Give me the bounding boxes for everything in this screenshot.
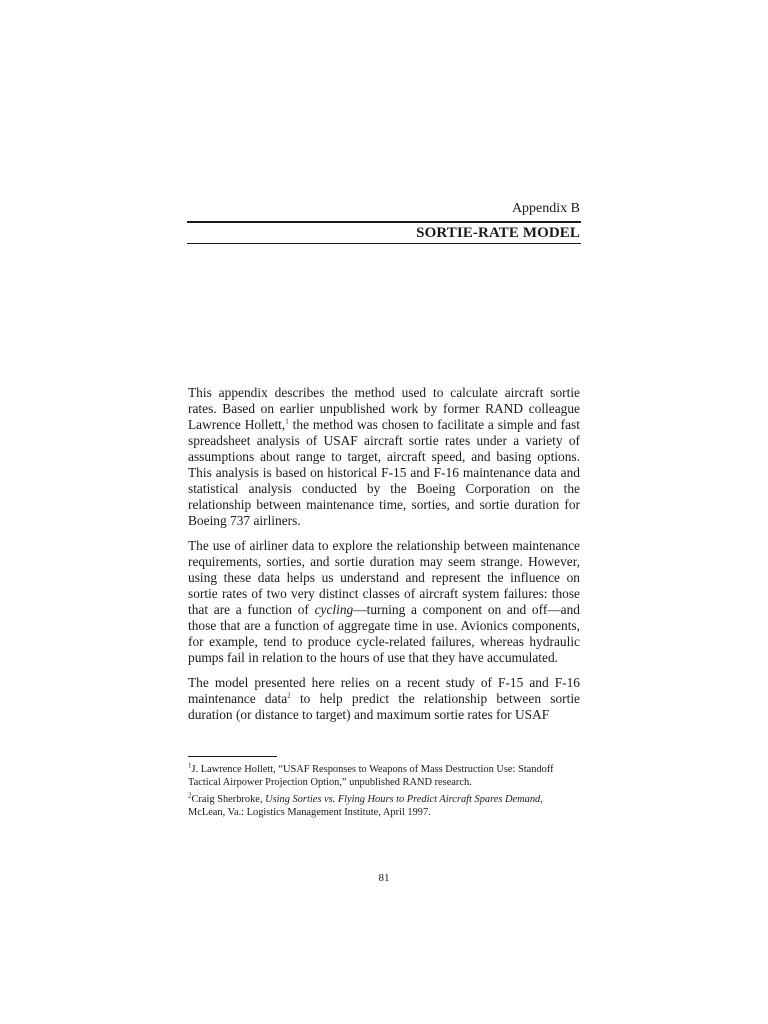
paragraph-2-text-a: The use of airliner data to explore the relationship between maintenance requirements, sorties, and sortie duration may seem strange. However, using these data helps us understand and represent the influence on sortie rates of two very distinct classes of aircraft system failures: those that are a function of bbox=[188, 538, 580, 617]
footnote-ref-2: 2 bbox=[287, 691, 291, 700]
footnote-1-text: J. Lawrence Hollett, “USAF Responses to Weapons of Mass Destruction Use: Standoff Tactical Airpower Projection Option,” unpublished RAND research. bbox=[188, 764, 554, 788]
footnote-1 bbox=[188, 763, 582, 789]
appendix-label: Appendix B bbox=[511, 201, 580, 216]
paragraph-1-text-b: the method was chosen to facilitate a simple and fast spreadsheet analysis of USAF aircraft sortie rates under a variety of assumptions about range to target, aircraft speed, and basing options. This analysis is based on historical F-15 and F-16 maintenance data and statistical analysis conducted by the Boeing Corporation on the relationship between maintenance time, sorties, and sortie duration for Boeing 737 airliners. bbox=[188, 417, 580, 528]
paragraph-3-text-a: The model presented here relies on a recent study of F-15 and F-16 maintenance data bbox=[188, 675, 580, 706]
footnote-1-number: 1 bbox=[188, 761, 192, 770]
footnote-2 bbox=[188, 793, 582, 819]
title-rule-top bbox=[187, 221, 581, 223]
body-text bbox=[188, 385, 580, 732]
footnote-2-italic-title: Using Sorties vs. Flying Hours to Predict Aircraft Spares Demand bbox=[265, 794, 541, 805]
paragraph-3 bbox=[188, 675, 580, 723]
footnote-separator bbox=[188, 756, 277, 757]
footnote-ref-1: 1 bbox=[285, 417, 289, 426]
footnote-2-text-b: , McLean, Va.: Logistics Management Institute, April 1997. bbox=[188, 794, 543, 818]
paragraph-2-italic-term: cycling bbox=[314, 602, 354, 617]
chapter-title: SORTIE-RATE MODEL bbox=[416, 225, 580, 241]
footnote-2-number: 2 bbox=[188, 791, 192, 800]
paragraph-1-text-a: This appendix describes the method used to calculate aircraft sortie rates. Based on earlier unpublished work by former RAND colleague Lawrence Hollett, bbox=[188, 385, 580, 432]
footnote-2-text-a: Craig Sherbroke, bbox=[191, 794, 266, 805]
paragraph-2 bbox=[188, 538, 580, 666]
footnotes bbox=[188, 763, 582, 823]
title-rule-bottom bbox=[187, 243, 581, 244]
paragraph-2-text-b: —turning a component on and off—and those that are a function of aggregate time in use. Avionics components, for example, tend to produce cycle-related failures, whereas hydraulic pumps fail in relation to the hours of use that they have accumulated. bbox=[188, 602, 581, 665]
paragraph-3-text-b: to help predict the relationship between sortie duration (or distance to target) and maximum sortie rates for USAF bbox=[188, 691, 581, 722]
page-number: 81 bbox=[378, 872, 390, 884]
paragraph-1 bbox=[188, 385, 580, 529]
